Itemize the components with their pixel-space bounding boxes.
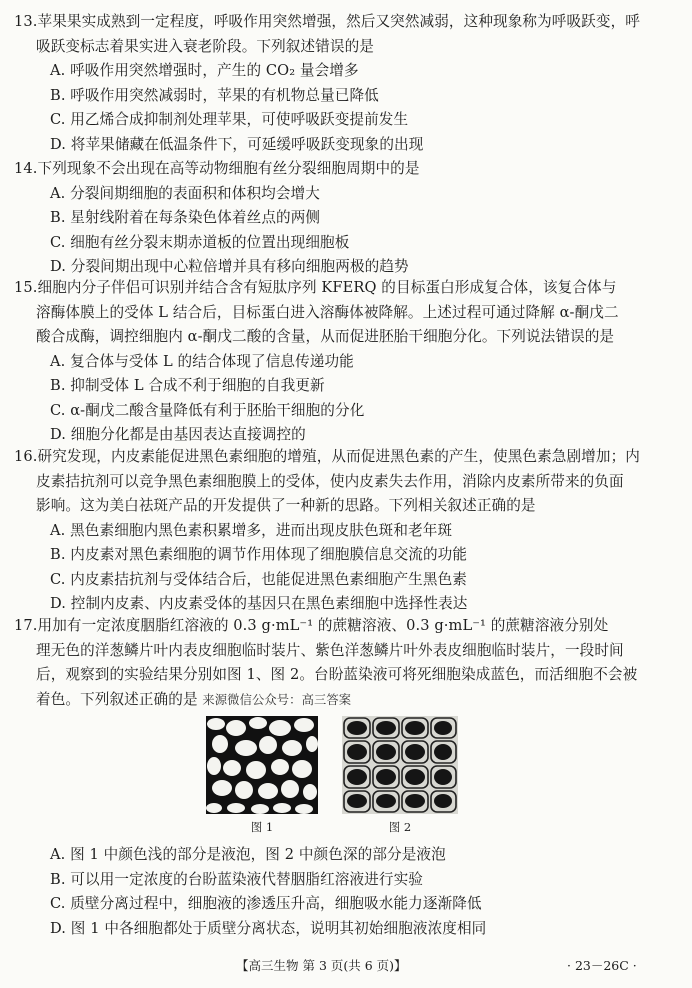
- question-14-option-d: D. 分裂间期出现中心粒倍增并具有移向细胞两极的趋势: [50, 258, 409, 275]
- footer-exam-code: · 23－26C ·: [567, 958, 637, 973]
- question-14-stem-line1: 14.下列现象不会出现在高等动物细胞有丝分裂细胞周期中的是: [14, 160, 420, 177]
- question-15-stem-line3: 酸合成酶，调控细胞内 α-酮戊二酸的含量，从而促进胚胎干细胞分化。下列说法错误的是: [36, 328, 615, 345]
- question-15-option-b: B. 抑制受体 L 合成不利于细胞的自我更新: [50, 377, 325, 394]
- question-17-option-c: C. 质壁分离过程中，细胞液的渗透压升高，细胞吸水能力逐渐降低: [50, 895, 482, 912]
- question-17-option-b: B. 可以用一定浓度的台盼蓝染液代替胭脂红溶液进行实验: [50, 870, 423, 888]
- figure-2-micrograph: [342, 716, 458, 814]
- question-15-stem-line2: 溶酶体膜上的受体 L 结合后，目标蛋白进入溶酶体被降解。上述过程可通过降解 α-酮戊二: [36, 303, 619, 321]
- figure-2-caption: 图 2: [388, 820, 412, 834]
- question-13-stem-line1: 13.苹果果实成熟到一定程度，呼吸作用突然增强，然后又突然减弱，这种现象称为呼吸跃变，呼: [14, 13, 640, 30]
- question-17-stem-line1: 17.用加有一定浓度胭脂红溶液的 0.3 g·mL⁻¹ 的蔗糖溶液、0.3 g·mL⁻¹ 的蔗糖溶液分别处: [14, 617, 609, 634]
- question-15-option-a: A. 复合体与受体 L 的结合体现了信息传递功能: [50, 352, 354, 370]
- question-14-option-b: B. 星射线附着在每条染色体着丝点的两侧: [50, 209, 321, 226]
- question-16-option-d: D. 控制内皮素、内皮素受体的基因只在黑色素细胞中选择性表达: [50, 595, 468, 612]
- question-16-stem-line1: 16.研究发现，内皮素能促进黑色素细胞的增殖，从而促进黑色素的产生，使黑色素急剧增加；内: [14, 448, 640, 465]
- question-17-options: [14, 843, 682, 941]
- question-13-option-b: B. 呼吸作用突然减弱时，苹果的有机物总量已降低: [50, 86, 379, 104]
- question-17: [14, 614, 682, 712]
- figures: [200, 716, 500, 838]
- figure-2: [342, 716, 458, 814]
- question-17-stem-line2: 理无色的洋葱鳞片叶内表皮细胞临时装片、紫色洋葱鳞片叶外表皮细胞临时装片，一段时间: [36, 641, 624, 659]
- question-14-option-c: C. 细胞有丝分裂末期赤道板的位置出现细胞板: [50, 233, 350, 251]
- question-16: [14, 445, 682, 617]
- question-15-option-d: D. 细胞分化都是由基因表达直接调控的: [50, 426, 306, 443]
- question-16-option-b: B. 内皮素对黑色素细胞的调节作用体现了细胞膜信息交流的功能: [50, 546, 468, 563]
- question-17-option-d: D. 图 1 中各细胞都处于质壁分离状态，说明其初始细胞液浓度相同: [50, 919, 487, 937]
- question-13-option-d: D. 将苹果储藏在低温条件下，可延缓呼吸跃变现象的出现: [50, 135, 424, 153]
- question-16-option-c: C. 内皮素拮抗剂与受体结合后，也能促进黑色素细胞产生黑色素: [50, 570, 467, 588]
- figure-1-caption: 图 1: [250, 820, 274, 834]
- question-13-option-c: C. 用乙烯合成抑制剂处理苹果，可使呼吸跃变提前发生: [50, 111, 409, 128]
- footer-page-info: 【高三生物 第 3 页(共 6 页)】: [236, 958, 407, 973]
- question-13-stem-line2: 吸跃变标志着果实进入衰老阶段。下列叙述错误的是: [36, 37, 374, 55]
- figure-1-micrograph: [206, 716, 318, 814]
- question-13-option-a: A. 呼吸作用突然增强时，产生的 CO₂ 量会增多: [50, 62, 359, 79]
- question-14: [14, 157, 682, 280]
- source-note: 来源微信公众号：高三答案: [202, 692, 352, 707]
- figure-1: [206, 716, 318, 814]
- question-13: [14, 10, 682, 157]
- question-16-stem-line3: 影响。这为美白祛斑产品的开发提供了一种新的思路。下列相关叙述正确的是: [36, 497, 536, 514]
- question-17-stem-line4-text: 着色。下列叙述正确的是: [36, 690, 198, 708]
- question-15-stem-line1: 15.细胞内分子伴侣可识别并结合含有短肽序列 KFERQ 的目标蛋白形成复合体，该复合体与: [14, 279, 617, 296]
- question-15-option-c: C. α-酮戊二酸含量降低有利于胚胎干细胞的分化: [50, 401, 365, 419]
- question-16-stem-line2: 皮素拮抗剂可以竞争黑色素细胞膜上的受体，使内皮素失去作用，消除内皮素所带来的负面: [36, 472, 624, 490]
- question-16-option-a: A. 黑色素细胞内黑色素积累增多，进而出现皮肤色斑和老年斑: [50, 521, 453, 539]
- question-17-stem-line4: [14, 688, 682, 713]
- question-17-option-a: A. 图 1 中颜色浅的部分是液泡，图 2 中颜色深的部分是液泡: [50, 846, 446, 863]
- question-14-option-a: A. 分裂间期细胞的表面积和体积均会增大: [50, 184, 320, 202]
- question-15: [14, 276, 682, 448]
- question-17-stem-line3: 后，观察到的实验结果分别如图 1、图 2。台盼蓝染液可将死细胞染成蓝色，而活细胞不会被: [36, 666, 638, 683]
